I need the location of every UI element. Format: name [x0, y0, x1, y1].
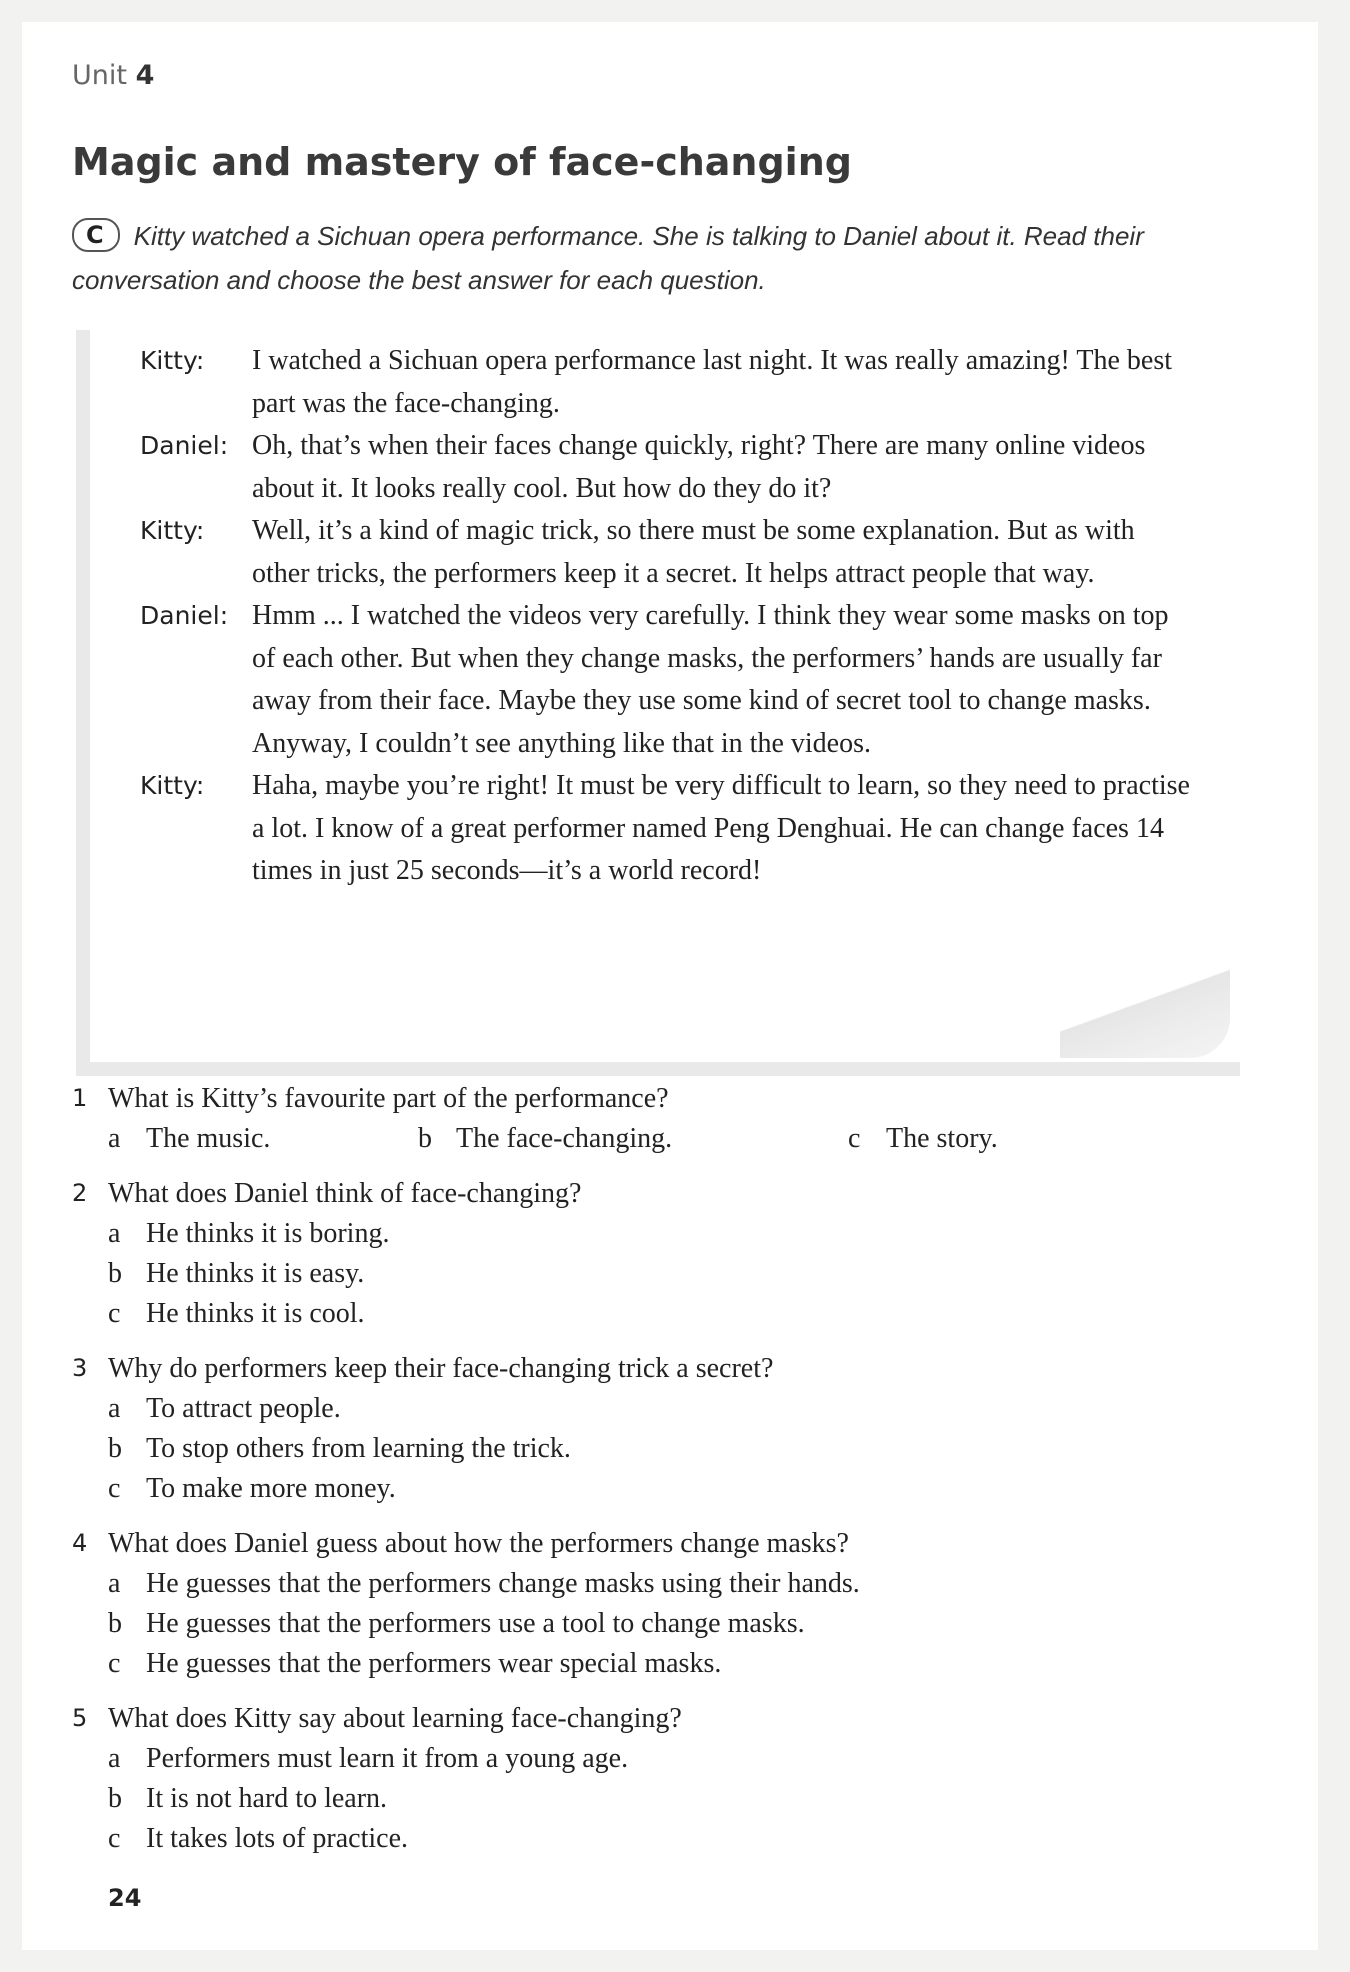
dialogue: [140, 340, 1220, 893]
speech-text: Haha, maybe you’re right! It must be very difficult to learn, so they need to practise a lot. I know of a great performer named Peng Denghuai. He can change faces 14 times in just 25 seconds—it’s a world record!: [252, 770, 1190, 886]
speaker-label: Daniel:: [140, 431, 229, 460]
option-c[interactable]: [72, 1294, 1252, 1334]
option-a[interactable]: [72, 1739, 1252, 1779]
option-letter: b: [108, 1258, 122, 1289]
question-text: What does Daniel guess about how the performers change masks?: [108, 1528, 849, 1559]
option-b[interactable]: [72, 1254, 1252, 1294]
answer-options: [72, 1119, 1252, 1159]
speech-text: Well, it’s a kind of magic trick, so there must be some explanation. But as with other tricks, the performers keep it a secret. It helps attract people that way.: [252, 515, 1135, 589]
option-text: He guesses that the performers wear special masks.: [146, 1648, 722, 1679]
unit-number: 4: [135, 60, 155, 91]
option-b[interactable]: [72, 1604, 1252, 1644]
option-letter: c: [108, 1298, 121, 1329]
question-1: [72, 1078, 1252, 1159]
option-letter: c: [108, 1823, 121, 1854]
dialogue-line: [140, 340, 1220, 425]
option-text: To stop others from learning the trick.: [146, 1433, 571, 1464]
option-a[interactable]: [72, 1214, 1252, 1254]
instruction-text: Kitty watched a Sichuan opera performance. She is talking to Daniel about it. Read their conversation and choose the best answer for each question.: [72, 221, 1144, 295]
question-number: 5: [72, 1704, 88, 1732]
option-a[interactable]: [72, 1564, 1252, 1604]
question-stem: [72, 1078, 1252, 1119]
option-text: He thinks it is boring.: [146, 1218, 390, 1249]
option-b[interactable]: [72, 1429, 1252, 1469]
question-text: Why do performers keep their face-changing trick a secret?: [108, 1353, 774, 1384]
question-text: What is Kitty’s favourite part of the performance?: [108, 1083, 669, 1114]
question-list: [72, 1078, 1252, 1873]
speaker-label: Kitty:: [140, 771, 205, 800]
option-letter: a: [108, 1393, 121, 1424]
option-text: It is not hard to learn.: [146, 1783, 388, 1814]
question-5: [72, 1698, 1252, 1859]
option-c[interactable]: [72, 1644, 1252, 1684]
unit-label: Unit: [72, 60, 127, 91]
speaker-label: Daniel:: [140, 601, 229, 630]
question-3: [72, 1348, 1252, 1509]
option-b[interactable]: [418, 1119, 848, 1159]
option-text: To attract people.: [146, 1393, 341, 1424]
speech-text: I watched a Sichuan opera performance last night. It was really amazing! The best part was the face-changing.: [252, 345, 1173, 419]
speech-text: Oh, that’s when their faces change quickly, right? There are many online videos about it. It looks really cool. But how do they do it?: [252, 430, 1146, 504]
page-title: Magic and mastery of face-changing: [72, 140, 852, 184]
option-c[interactable]: [72, 1819, 1252, 1859]
option-letter: b: [108, 1433, 122, 1464]
question-number: 2: [72, 1179, 88, 1207]
question-number: 4: [72, 1529, 88, 1557]
option-letter: c: [848, 1123, 861, 1154]
dialogue-line: [140, 510, 1220, 595]
option-c[interactable]: [848, 1119, 998, 1159]
page-number: 24: [108, 1884, 142, 1912]
option-letter: a: [108, 1743, 121, 1774]
question-text: What does Daniel think of face-changing?: [108, 1178, 582, 1209]
option-text: He guesses that the performers use a tool to change masks.: [146, 1608, 805, 1639]
instruction: [72, 214, 1252, 302]
option-text: It takes lots of practice.: [146, 1823, 409, 1854]
option-text: He thinks it is easy.: [146, 1258, 365, 1289]
dialogue-line: [140, 765, 1220, 893]
question-2: [72, 1173, 1252, 1334]
option-text: The story.: [886, 1123, 998, 1154]
option-a[interactable]: [108, 1119, 418, 1159]
option-letter: b: [108, 1783, 122, 1814]
option-letter: b: [418, 1123, 432, 1154]
question-stem: [72, 1173, 1252, 1214]
option-letter: c: [108, 1473, 121, 1504]
question-stem: [72, 1348, 1252, 1389]
option-c[interactable]: [72, 1469, 1252, 1509]
option-letter: a: [108, 1218, 121, 1249]
option-b[interactable]: [72, 1779, 1252, 1819]
speaker-label: Kitty:: [140, 516, 205, 545]
option-text: The face-changing.: [456, 1123, 673, 1154]
section-letter-badge: C: [72, 218, 120, 252]
question-4: [72, 1523, 1252, 1684]
option-letter: a: [108, 1568, 121, 1599]
option-text: To make more money.: [146, 1473, 396, 1504]
option-letter: c: [108, 1648, 121, 1679]
question-stem: [72, 1523, 1252, 1564]
option-text: The music.: [146, 1123, 271, 1154]
speech-text: Hmm ... I watched the videos very carefully. I think they wear some masks on top of each other. But when they change masks, the performers’ hands are usually far away from their face. Maybe they use some kind of secret tool to change masks. Anyway, I couldn’t see anything like that in the videos.: [252, 600, 1169, 759]
question-text: What does Kitty say about learning face-changing?: [108, 1703, 682, 1734]
dialogue-line: [140, 595, 1220, 765]
option-letter: a: [108, 1123, 121, 1154]
option-letter: b: [108, 1608, 122, 1639]
option-text: He thinks it is cool.: [146, 1298, 365, 1329]
dialogue-line: [140, 425, 1220, 510]
option-text: Performers must learn it from a young age.: [146, 1743, 629, 1774]
speaker-label: Kitty:: [140, 346, 205, 375]
unit-header: [72, 60, 154, 91]
question-stem: [72, 1698, 1252, 1739]
question-number: 3: [72, 1354, 88, 1382]
question-number: 1: [72, 1084, 88, 1112]
option-text: He guesses that the performers change masks using their hands.: [146, 1568, 860, 1599]
page-curl-decoration: [1060, 958, 1230, 1058]
option-a[interactable]: [72, 1389, 1252, 1429]
